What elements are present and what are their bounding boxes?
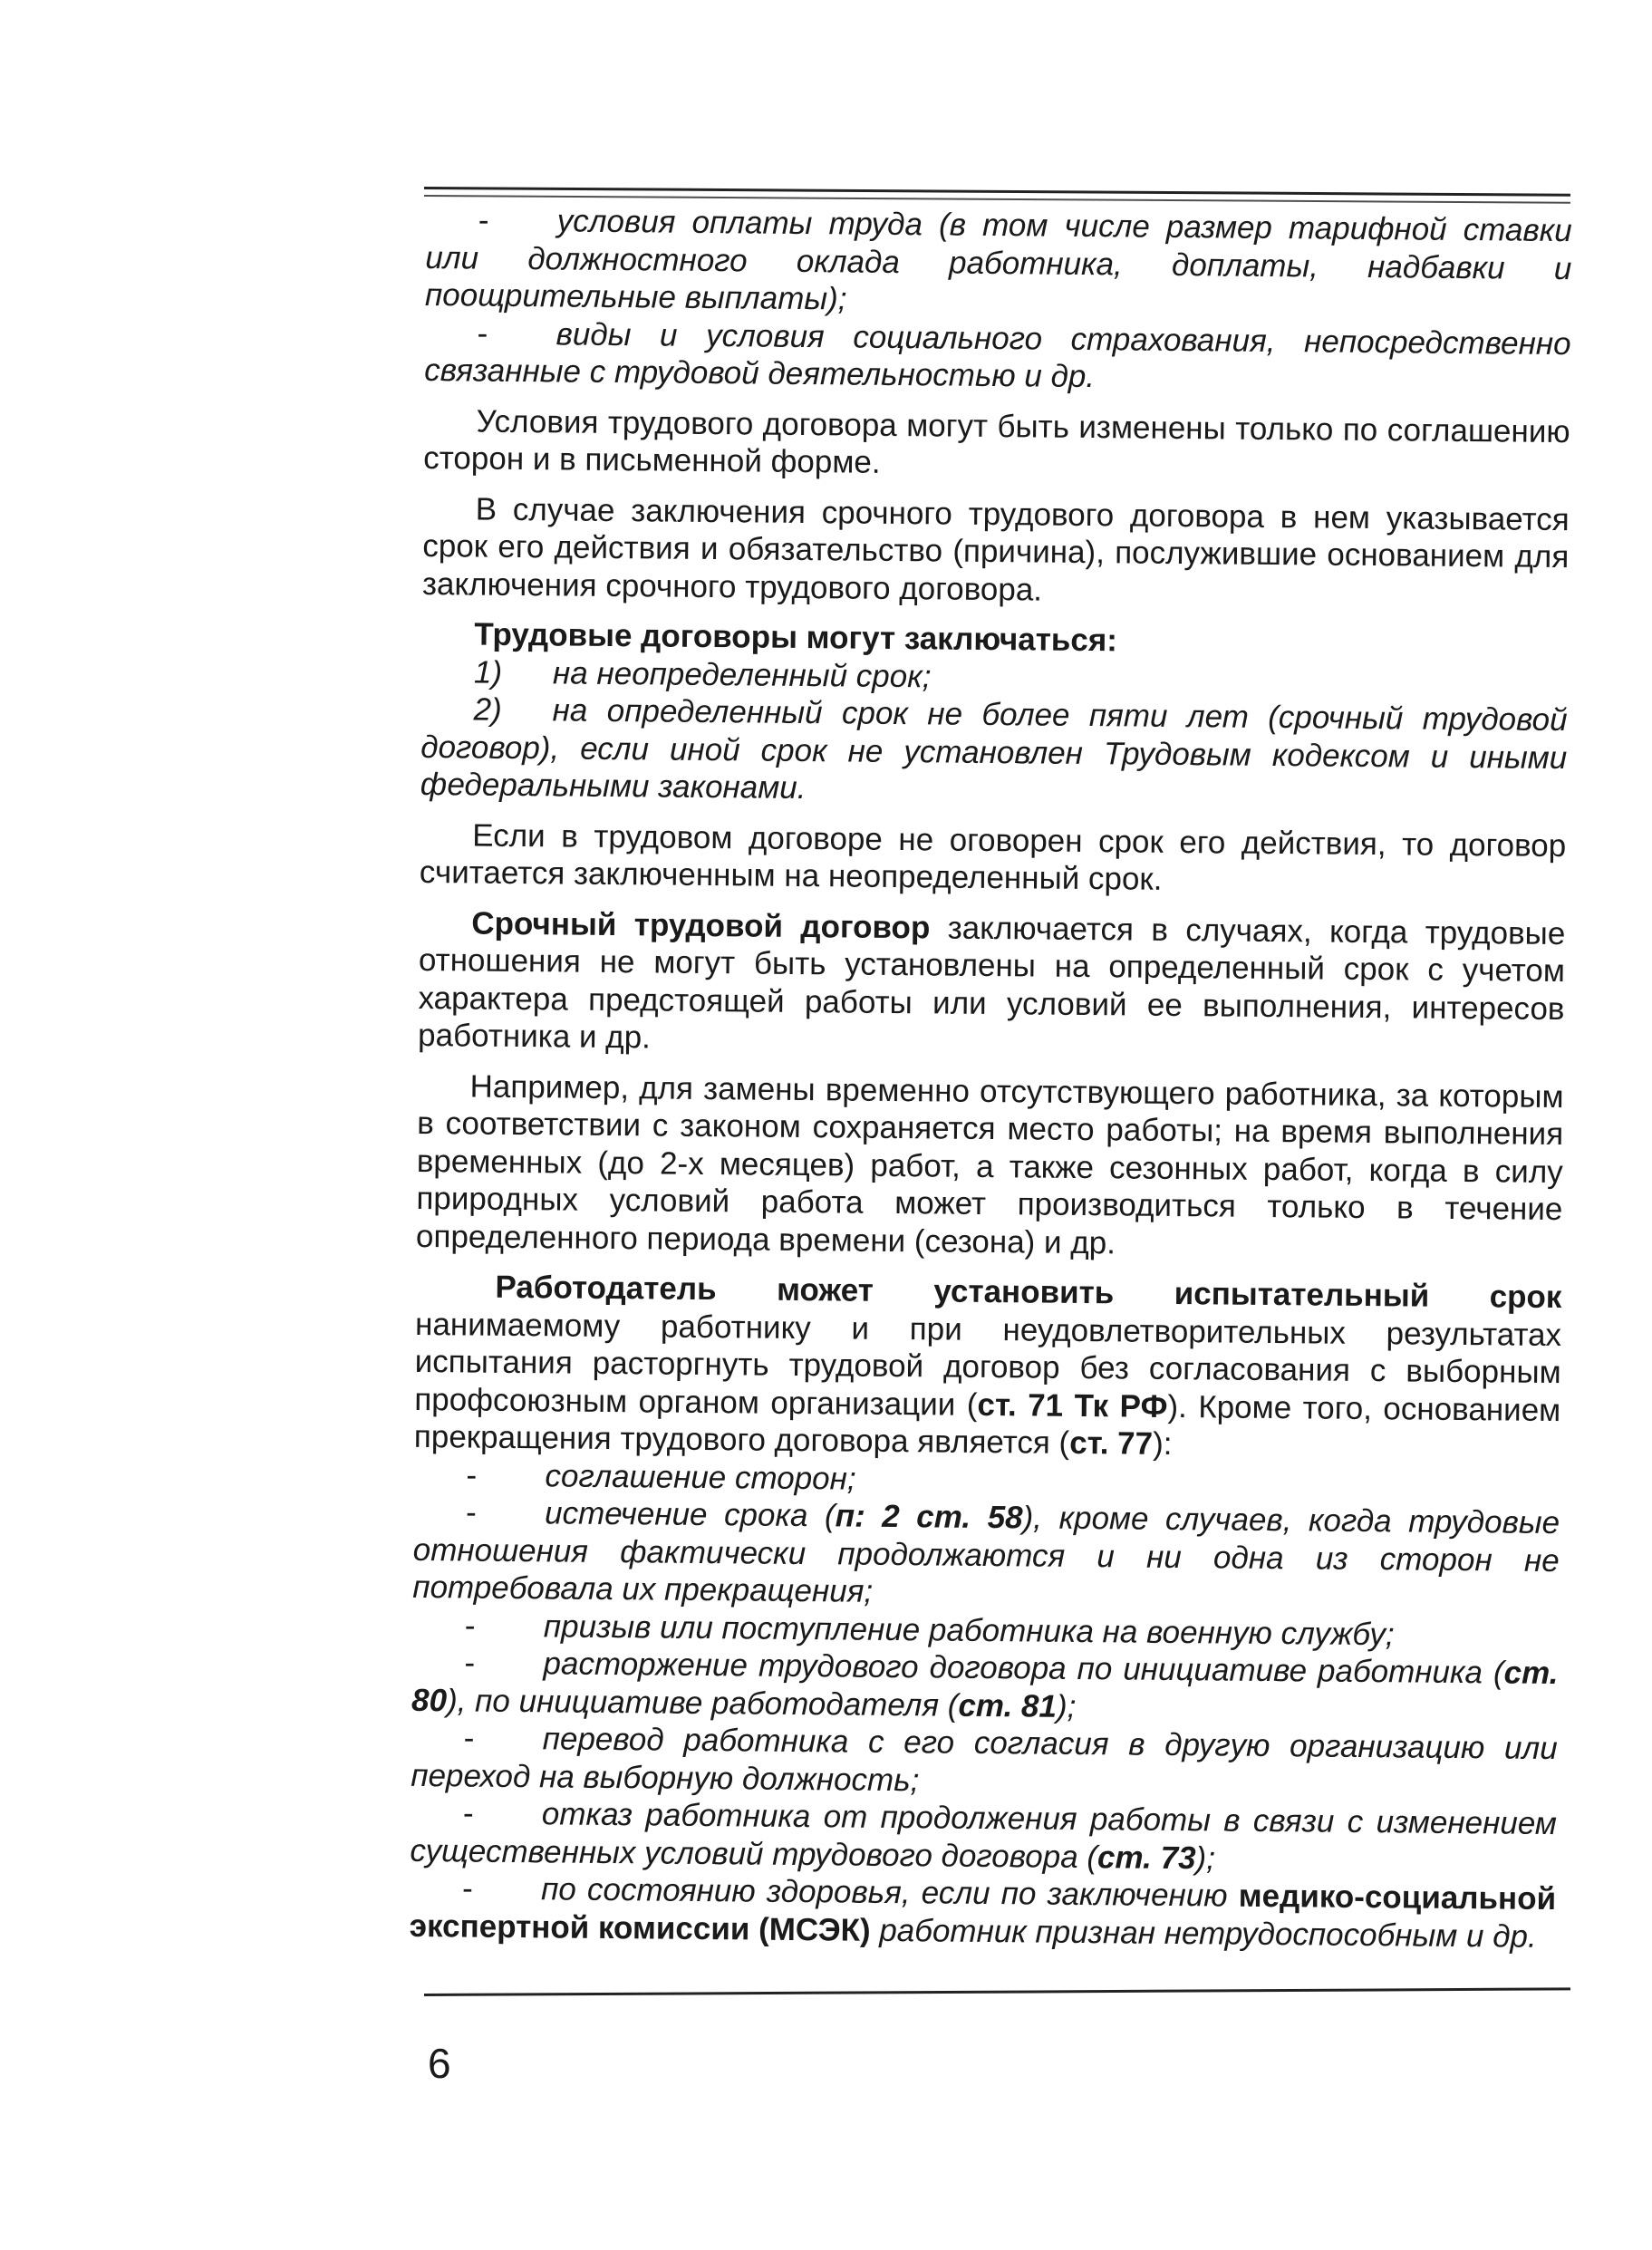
page-number: 6 xyxy=(428,2040,451,2087)
paragraph-example: Например, для замены временно отсутствующего работника, за которым в соответствии с законом сохраняется место работы; на время выполнения временных (до 2-х месяцев) работ, а также сезонных работ, когда в силу природных условий работа может производиться только в течение определенного периода времени (сезона) и др. xyxy=(415,1068,1564,1260)
list-item-agreement: - соглашение сторон; xyxy=(466,1456,856,1497)
paragraph-fixed-term-contract: Срочный трудовой договор заключается в случаях, когда трудовые отношения не могут быть установлены на определенный срок с учетом характера предстоящей работы или условий ее выполнения, интересов работника и др. xyxy=(417,905,1566,1056)
list-item-termination: - расторжение трудового договора по инициативе работника (ст. 80), по инициативе работодателя (ст. 81); xyxy=(411,1645,1559,1724)
bullet-pay-conditions: - условия оплаты труда (в том числе размер тарифной ставки или должностного оклада работника, доплаты, надбавки и поощрительные выплаты); xyxy=(424,202,1572,317)
list-item-refusal: - отказ работника от продолжения работы в связи с изменением существенных условий трудового договора (ст. 73); xyxy=(410,1795,1558,1876)
bottom-rule xyxy=(424,1987,1570,1996)
heading-contract-types: Трудовые договоры могут заключаться: xyxy=(474,616,1118,659)
list-item-transfer: - перевод работника с его согласия в другую организацию или переход на выборную должность; xyxy=(411,1720,1558,1798)
list-item-military: - призыв или поступление работника на военную службу; xyxy=(464,1607,1395,1652)
list-item-expiry: - истечение срока (п: 2 ст. 58), кроме случаев, когда трудовые отношения фактически продолжаются и ни одна из сторон не потребовала их прекращения; xyxy=(412,1494,1560,1609)
body-text xyxy=(410,201,1572,1955)
paragraph-probation: Работодатель может установить испытательный срок нанимаемому работнику и при неудовлетворительных результатах испытания расторгнуть трудовой договор без согласования с выборным профсоюзным органом организации (ст. 71 Тк РФ). Кроме того, основанием прекращения трудового договора является (ст. 77): xyxy=(413,1269,1562,1462)
numbered-item-2: 2) на определенный срок не более пяти лет (срочный трудовой договор), если иной срок не установлен Трудовым кодексом и иными федеральными законами. xyxy=(420,691,1568,806)
paragraph-change-conditions: Условия трудового договора могут быть изменены только по соглашению сторон и в письменной форме. xyxy=(423,403,1570,480)
paragraph-fixed-term: В случае заключения срочного трудового договора в нем указывается срок его действия и обязательство (причина), послужившие основанием для заключения срочного трудового договора. xyxy=(421,491,1570,608)
numbered-item-1: 1) на неопределенный срок; xyxy=(473,654,932,694)
list-item-health: - по состоянию здоровья, если по заключению медико-социальной экспертной комиссии (МСЭК) работник признан нетрудоспособным и др. xyxy=(409,1870,1557,1955)
paragraph-unspecified-term: Если в трудовом договоре не оговорен срок его действия, то договор считается заключенным на неопределенный срок. xyxy=(419,817,1567,897)
top-rule xyxy=(424,187,1570,197)
bullet-social-insurance: - виды и условия социального страхования, непосредственно связанные с трудовой деятельностью и др. xyxy=(424,315,1571,395)
